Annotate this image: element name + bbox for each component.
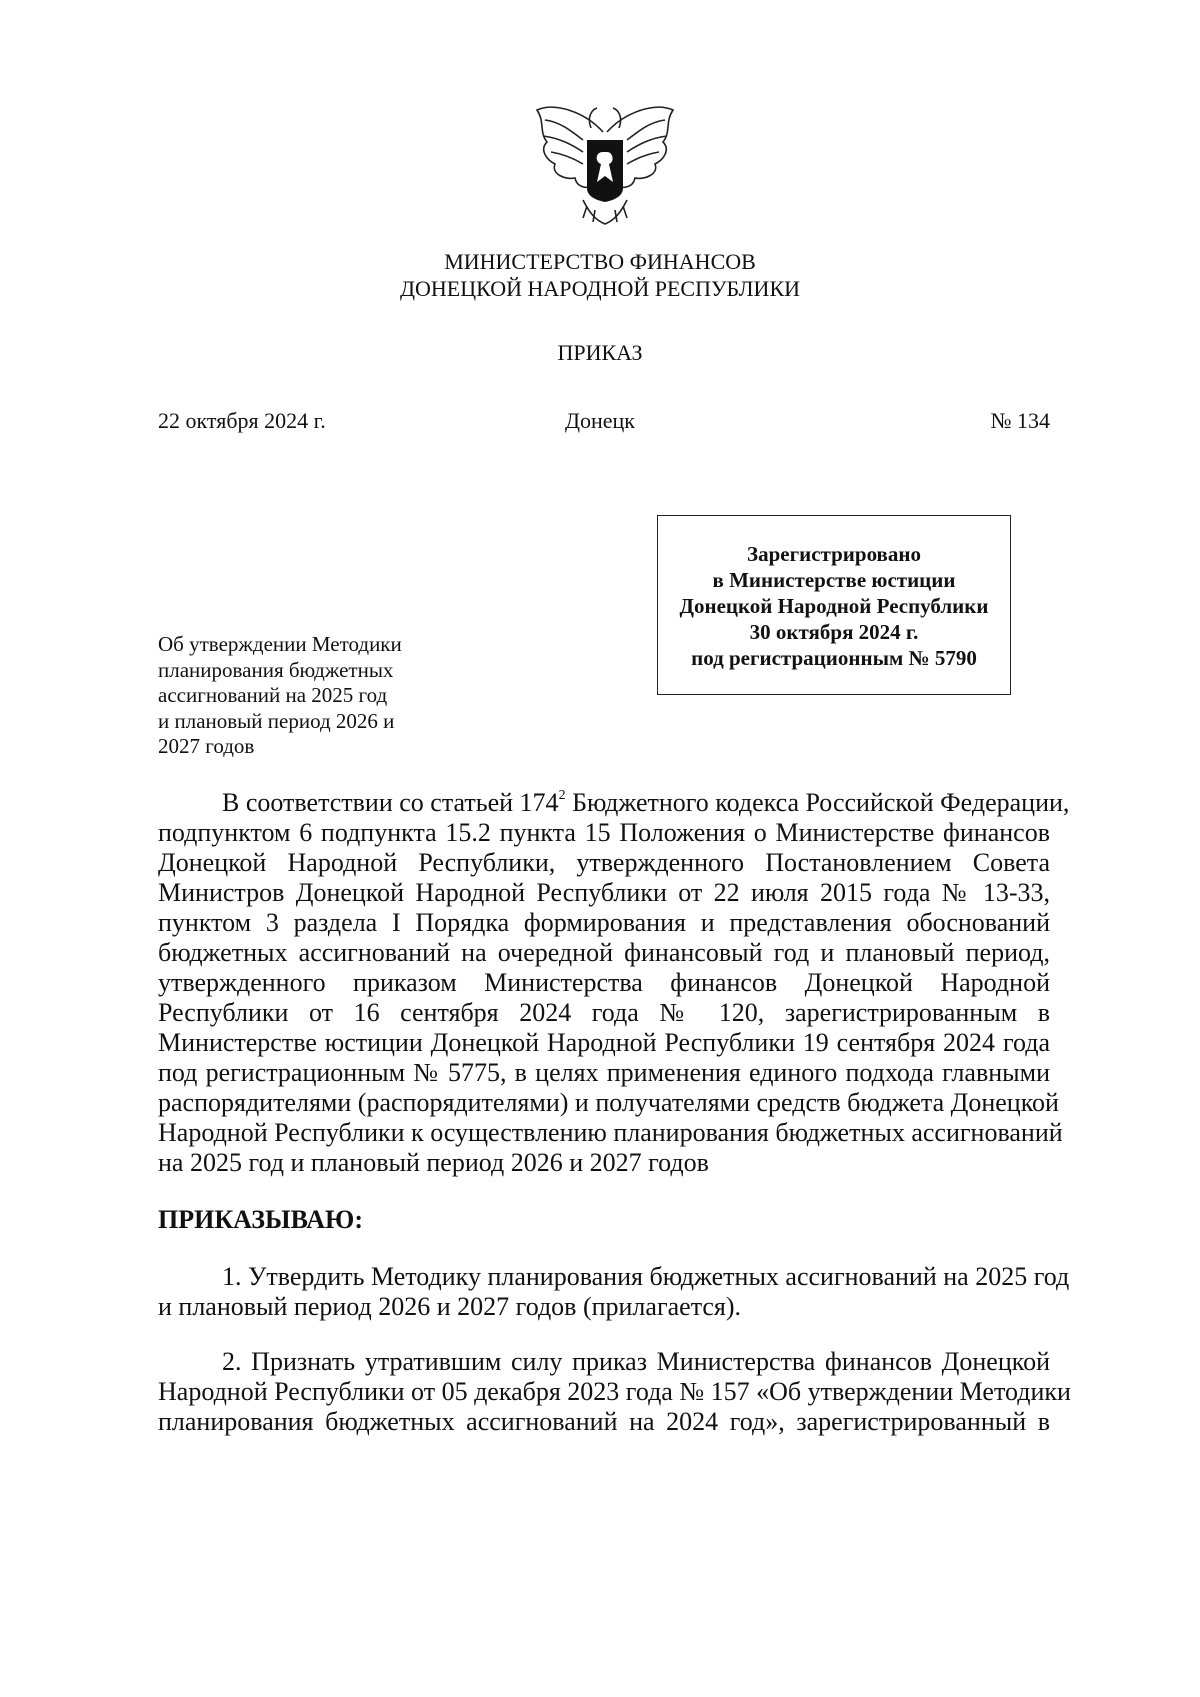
text-line: планирования бюджетных ассигнований на 2024 год», зарегистрированный в xyxy=(158,1407,1050,1436)
text-line: Министров Донецкой Народной Республики от 22 июля 2015 года № 13-33, xyxy=(158,878,1050,907)
ministry-name xyxy=(0,248,1200,302)
ministry-line-2: ДОНЕЦКОЙ НАРОДНОЙ РЕСПУБЛИКИ xyxy=(399,276,801,301)
registration-stamp xyxy=(657,515,1011,695)
stamp-line: под регистрационным № 5790 xyxy=(691,646,977,670)
text-line: Народной Республики от 05 декабря 2023 года № 157 «Об утверждении Методики xyxy=(158,1377,1071,1406)
text-line: под регистрационным № 5775, в целях применения единого подхода главными xyxy=(158,1058,1050,1087)
stamp-line: в Министерстве юстиции xyxy=(712,568,956,592)
text-line: 1. Утвердить Методику планирования бюджетных ассигнований на 2025 год xyxy=(222,1262,1070,1291)
document-city: Донецк xyxy=(564,408,635,433)
document-date: 22 октября 2024 г. xyxy=(158,408,326,433)
document-number: № 134 xyxy=(990,408,1050,433)
text-line: Народной Республики к осуществлению планирования бюджетных ассигнований xyxy=(158,1118,1063,1147)
preamble-text: В соответствии со статьей 174 xyxy=(222,788,559,817)
text-line: и плановый период 2026 и 2027 годов (прилагается). xyxy=(158,1292,742,1321)
title-line: Об утверждении Методики xyxy=(158,632,402,656)
title-line: ассигнований на 2025 год xyxy=(158,683,388,707)
title-line: и плановый период 2026 и xyxy=(158,708,395,733)
text-line: Министерстве юстиции Донецкой Народной Республики 19 сентября 2024 года xyxy=(158,1028,1050,1057)
order-item-2 xyxy=(158,1347,1071,1437)
ministry-line-1: МИНИСТЕРСТВО ФИНАНСОВ xyxy=(444,249,756,274)
document-type: ПРИКАЗ xyxy=(557,340,643,365)
text-line: 2. Признать утратившим силу приказ Министерства финансов Донецкой xyxy=(222,1347,1050,1376)
stamp-line: Донецкой Народной Республики xyxy=(679,594,989,618)
title-line: планирования бюджетных xyxy=(158,657,394,682)
text-line: распорядителями (распорядителями) и получателями средств бюджета Донецкой xyxy=(158,1088,1059,1117)
preamble-first-line xyxy=(158,788,1070,818)
text-line: на 2025 год и плановый период 2026 и 2027 годов xyxy=(158,1148,709,1177)
superscript: 2 xyxy=(558,788,566,803)
order-word: ПРИКАЗЫВАЮ: xyxy=(158,1205,363,1234)
preamble-paragraph xyxy=(158,788,1070,1178)
order-item-1 xyxy=(158,1262,1070,1322)
preamble-text: Бюджетного кодекса Российской Федерации, xyxy=(565,788,1070,817)
text-line: бюджетных ассигнований на очередной финансовый год и плановый период, xyxy=(158,938,1050,967)
document-title xyxy=(158,632,428,760)
text-line: Донецкой Народной Республики, утвержденного Постановлением Совета xyxy=(158,848,1050,877)
title-line: 2027 годов xyxy=(158,734,255,758)
stamp-line: 30 октября 2024 г. xyxy=(749,620,919,644)
text-line: пунктом 3 раздела I Порядка формирования и представления обоснований xyxy=(158,908,1050,937)
stamp-line: Зарегистрировано xyxy=(747,542,921,566)
text-line: Республики от 16 сентября 2024 года № 120, зарегистрированным в xyxy=(158,998,1050,1027)
text-line: утвержденного приказом Министерства финансов Донецкой Народной xyxy=(158,968,1050,997)
coat-of-arms-emblem xyxy=(525,92,685,232)
text-line: подпунктом 6 подпункта 15.2 пункта 15 Положения о Министерстве финансов xyxy=(158,818,1050,847)
